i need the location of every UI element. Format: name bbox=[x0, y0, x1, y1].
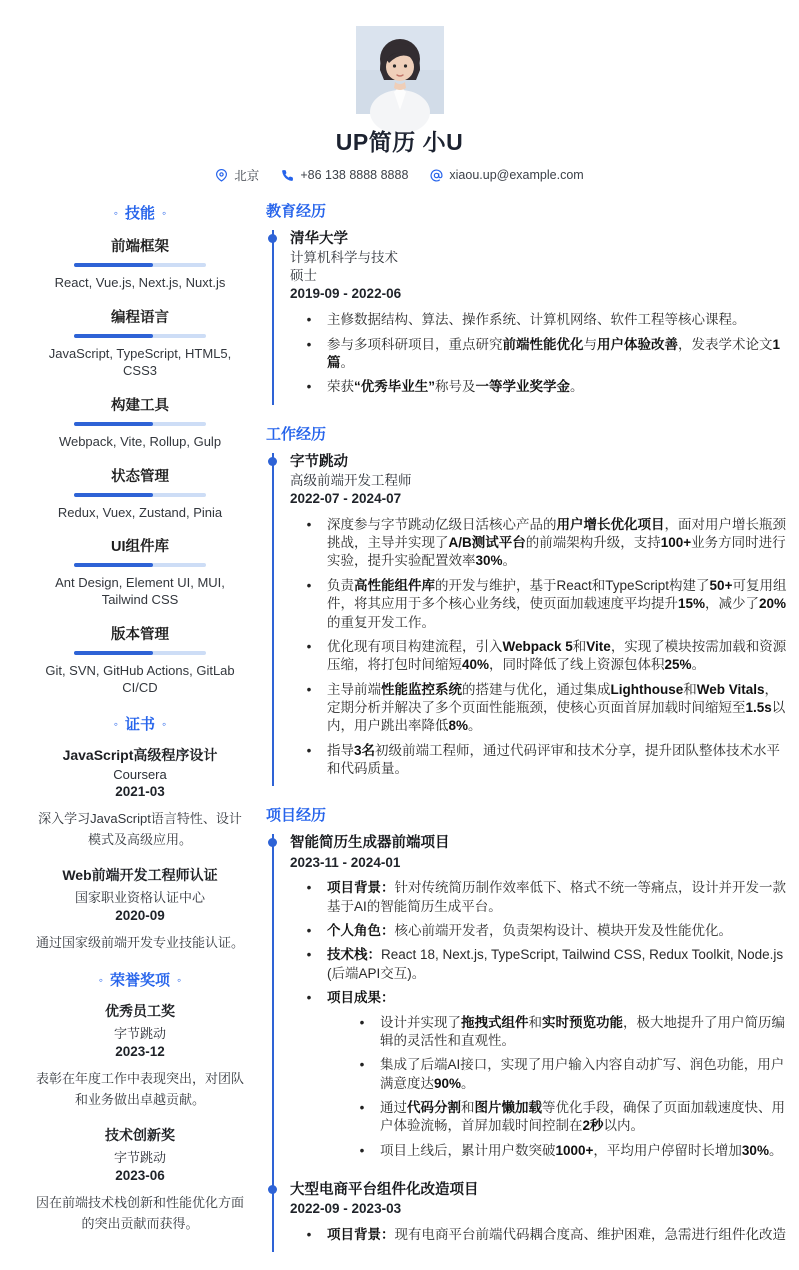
bullet-marker-icon: • bbox=[306, 947, 312, 963]
certificate-item bbox=[34, 866, 246, 953]
card-description: 深入学习JavaScript语言特性、设计模式及高级应用。 bbox=[38, 810, 242, 848]
card-title: JavaScript高级程序设计 bbox=[62, 747, 218, 764]
bullet-text: 优化现有项目构建流程，引入Webpack 5和Vite，实现了模块按需加载和资源压缩，将打包时间缩短40%，同时降低了线上资源包体积25%。 bbox=[327, 638, 787, 673]
bullet-text: 集成了后端AI接口，实现了用户输入内容自动扩写、润色功能，用户满意度达90%。 bbox=[380, 1057, 785, 1091]
section-education bbox=[264, 200, 789, 405]
timeline bbox=[272, 453, 789, 787]
sidebar-title-certificates bbox=[34, 713, 246, 734]
timeline-entry bbox=[290, 834, 789, 1166]
bullet-marker-icon: • bbox=[359, 1142, 365, 1158]
entry-subtitle: 高级前端开发工程师 bbox=[290, 472, 412, 488]
bullet-marker-icon: • bbox=[359, 1057, 365, 1073]
bullet-text: 负责高性能组件库的开发与维护，基于React和TypeScript构建了50+可复用组件，将其应用于多个核心业务线，使页面加载速度平均提升15%，减少了20%的重复开发工作。 bbox=[327, 577, 787, 630]
timeline-entry bbox=[290, 1181, 789, 1244]
bullet-marker-icon: • bbox=[359, 1014, 365, 1030]
skill-item bbox=[34, 465, 246, 522]
entry-date: 2022-09 - 2023-03 bbox=[290, 1201, 402, 1217]
email-icon bbox=[430, 169, 443, 182]
bullet-marker-icon: • bbox=[306, 742, 312, 758]
section-projects bbox=[264, 804, 789, 1252]
certificate-item bbox=[34, 746, 246, 851]
timeline-dot-icon bbox=[268, 234, 277, 243]
bullet-text: 项目背景：现有电商平台前端代码耦合度高、维护困难，急需进行组件化改造 bbox=[327, 1227, 786, 1243]
bullet-item bbox=[304, 1226, 789, 1244]
ring-icon: ◦ bbox=[113, 206, 118, 220]
bullet-item bbox=[357, 1014, 789, 1051]
bullet-marker-icon: • bbox=[306, 1227, 312, 1243]
skill-item bbox=[34, 306, 246, 380]
entry-subtitle: 计算机科学与技术 bbox=[290, 250, 398, 266]
bullet-marker-icon: • bbox=[306, 990, 312, 1006]
card-date: 2023-06 bbox=[115, 1167, 165, 1183]
ring-icon: ◦ bbox=[98, 973, 103, 988]
skill-item bbox=[34, 535, 246, 609]
bullet-item bbox=[304, 311, 789, 329]
card-date: 2020-09 bbox=[115, 907, 165, 923]
bullet-text: 项目背景：针对传统简历制作效率低下、格式不统一等痛点，设计并开发一款基于AI的智能简历生成平台。 bbox=[327, 880, 786, 914]
sidebar-title-honors bbox=[34, 969, 246, 990]
bullet-item bbox=[304, 681, 789, 736]
bullet-marker-icon: • bbox=[306, 638, 312, 654]
contact-item bbox=[281, 168, 408, 182]
bullet-marker-icon: • bbox=[306, 681, 312, 697]
bullet-text: 荣获“优秀毕业生”称号及一等学业奖学金。 bbox=[327, 379, 584, 395]
card-title: Web前端开发工程师认证 bbox=[62, 866, 218, 883]
skill-name: 编程语言 bbox=[111, 309, 169, 326]
timeline-dot-icon bbox=[268, 457, 277, 466]
skill-detail: Redux, Vuex, Zustand, Pinia bbox=[57, 504, 223, 520]
card-title: 技术创新奖 bbox=[105, 1126, 175, 1143]
bullet-marker-icon: • bbox=[359, 1099, 365, 1115]
skill-progress-fill bbox=[74, 493, 153, 497]
bullet-text: 主导前端性能监控系统的搭建与优化，通过集成Lighthouse和Web Vitals，定期分析并解决了多个页面性能瓶颈，使核心页面首屏加载时间缩短至1.5s以内，用户跳出率降低8%。 bbox=[327, 681, 786, 734]
skill-item bbox=[34, 623, 246, 697]
bullet-text: 参与多项科研项目，重点研究前端性能优化与用户体验改善，发表学术论文1篇。 bbox=[327, 336, 781, 370]
bullet-item bbox=[304, 577, 789, 632]
card-org: 国家职业资格认证中心 bbox=[74, 889, 205, 905]
ring-icon: ◦ bbox=[113, 717, 118, 732]
bullet-marker-icon: • bbox=[306, 577, 312, 593]
timeline bbox=[272, 834, 789, 1252]
skill-detail: Ant Design, Element UI, MUI, Tailwind CSS bbox=[55, 575, 225, 608]
skill-progress-bar bbox=[74, 493, 206, 497]
bullet-list bbox=[290, 311, 789, 396]
skill-progress-bar bbox=[74, 563, 206, 567]
timeline bbox=[272, 230, 789, 405]
skill-progress-fill bbox=[74, 422, 153, 426]
bullet-marker-icon: • bbox=[306, 880, 312, 896]
section-work bbox=[264, 423, 789, 787]
bullet-item bbox=[304, 946, 789, 983]
location-icon bbox=[215, 169, 228, 182]
timeline-entry bbox=[290, 230, 789, 397]
entry-title: 大型电商平台组件化改造项目 bbox=[290, 1182, 479, 1199]
bullet-item bbox=[304, 516, 789, 571]
bullet-text: 深度参与字节跳动亿级日活核心产品的用户增长优化项目，面对用户增长瓶颈挑战，主导并实现了A/B测试平台的前端架构升级，支持100+业务方同时进行实验，提升实验配置效率30%。 bbox=[327, 516, 786, 569]
bullet-marker-icon: • bbox=[306, 516, 312, 532]
ring-icon: ◦ bbox=[177, 973, 182, 988]
bullet-text: 设计并实现了拖拽式组件和实时预览功能，极大地提升了用户简历编辑的灵活性和直观性。 bbox=[380, 1014, 785, 1048]
section-title: 工作经历 bbox=[266, 425, 327, 443]
card-org: 字节跳动 bbox=[113, 1149, 166, 1165]
bullet-text: 指导3名初级前端工程师，通过代码评审和技术分享，提升团队整体技术水平和代码质量。 bbox=[327, 742, 781, 777]
section-title: 项目经历 bbox=[266, 807, 327, 825]
card-date: 2021-03 bbox=[115, 783, 165, 799]
contact-row bbox=[0, 166, 799, 184]
bullet-item bbox=[304, 742, 789, 779]
card-title: 优秀员工奖 bbox=[105, 1003, 175, 1020]
avatar-illustration bbox=[356, 26, 444, 114]
skill-progress-fill bbox=[74, 651, 153, 655]
bullet-text: 个人角色：核心前端开发者，负责架构设计、模块开发及性能优化。 bbox=[327, 923, 732, 939]
card-date: 2023-12 bbox=[115, 1044, 165, 1059]
resume-header bbox=[0, 0, 799, 184]
ring-icon: ◦ bbox=[162, 206, 167, 220]
bullet-item bbox=[304, 336, 789, 373]
bullet-marker-icon: • bbox=[306, 923, 312, 939]
skill-progress-bar bbox=[74, 651, 206, 655]
bullet-list bbox=[290, 879, 789, 1166]
skill-progress-fill bbox=[74, 263, 153, 267]
skill-progress-fill bbox=[74, 563, 153, 567]
sidebar bbox=[34, 200, 246, 1270]
skill-item bbox=[34, 235, 246, 292]
sidebar-title-text: 证书 bbox=[124, 716, 155, 734]
entry-subtitle: 硕士 bbox=[290, 268, 317, 284]
contact-text: +86 138 8888 8888 bbox=[300, 168, 409, 182]
timeline-dot-icon bbox=[268, 1185, 277, 1194]
skill-name: UI组件库 bbox=[111, 539, 169, 556]
card-description: 通过国家级前端开发专业技能认证。 bbox=[35, 934, 244, 950]
skill-progress-bar bbox=[74, 263, 206, 267]
entry-date: 2022-07 - 2024-07 bbox=[290, 490, 402, 506]
bullet-item bbox=[357, 1099, 789, 1136]
sidebar-title-text: 荣誉奖项 bbox=[109, 972, 170, 990]
entry-title: 智能简历生成器前端项目 bbox=[290, 835, 450, 852]
content-columns bbox=[0, 184, 799, 1270]
bullet-item bbox=[304, 922, 789, 940]
avatar-photo bbox=[356, 26, 444, 114]
contact-text: 北京 bbox=[234, 169, 260, 183]
bullet-item bbox=[304, 989, 789, 1166]
skill-detail: Webpack, Vite, Rollup, Gulp bbox=[58, 433, 222, 449]
sidebar-title-text: 技能 bbox=[124, 205, 155, 222]
skill-detail: React, Vue.js, Next.js, Nuxt.js bbox=[54, 275, 226, 290]
card-description: 因在前端技术栈创新和性能优化方面的突出贡献而获得。 bbox=[35, 1194, 244, 1232]
skill-progress-fill bbox=[74, 334, 153, 338]
bullet-marker-icon: • bbox=[306, 379, 312, 395]
candidate-name: UP简历 小U bbox=[335, 129, 464, 155]
entry-date: 2019-09 - 2022-06 bbox=[290, 286, 402, 302]
card-org: Coursera bbox=[113, 766, 167, 782]
bullet-item bbox=[357, 1142, 789, 1160]
bullet-text: 主修数据结构、算法、操作系统、计算机网络、软件工程等核心课程。 bbox=[327, 312, 746, 328]
bullet-list bbox=[327, 1014, 789, 1161]
bullet-text: 技术栈：React 18, Next.js, TypeScript, Tailwind CSS, Redux Toolkit, Node.js (后端API交互)。 bbox=[327, 947, 784, 981]
bullet-item bbox=[304, 638, 789, 675]
timeline-dot-icon bbox=[268, 838, 277, 847]
skill-name: 状态管理 bbox=[111, 468, 169, 485]
main-column bbox=[264, 200, 789, 1270]
honor-item bbox=[34, 1126, 246, 1235]
phone-icon bbox=[281, 169, 294, 182]
bullet-marker-icon: • bbox=[306, 336, 312, 352]
sidebar-title-skills bbox=[34, 202, 246, 223]
skill-detail: JavaScript, TypeScript, HTML5, CSS3 bbox=[48, 345, 232, 378]
honor-item bbox=[34, 1002, 246, 1111]
entry-title: 字节跳动 bbox=[290, 453, 348, 470]
section-title: 教育经历 bbox=[266, 203, 327, 220]
bullet-text: 项目成果： • 设计并实现了拖拽式组件和实时预览功能，极大地提升了用户简历编辑的灵活性和直观性。 • 集成了后端AI接口，实现了用户输入内容自动扩写、润色功能，用户满意度达90%。 • 通过代码分割和图片懒加载等优化手段，确保了页面加载速度快、用户体验流畅，首屏加载时间控制在2秒以内。 • 项目上线后，累计用户数突破1000+，平均用户停留时长增加30%。 bbox=[327, 989, 789, 1166]
skill-name: 前端框架 bbox=[111, 239, 169, 255]
entry-title: 清华大学 bbox=[290, 231, 348, 247]
bullet-text: 通过代码分割和图片懒加载等优化手段，确保了页面加载速度快、用户体验流畅，首屏加载时间控制在2秒以内。 bbox=[380, 1099, 785, 1134]
skill-progress-bar bbox=[74, 422, 206, 426]
skill-name: 版本管理 bbox=[111, 627, 169, 644]
bullet-list bbox=[290, 1226, 789, 1244]
skill-detail: Git, SVN, GitHub Actions, GitLab CI/CD bbox=[45, 663, 235, 696]
skill-progress-bar bbox=[74, 334, 206, 338]
skill-name: 构建工具 bbox=[111, 397, 169, 414]
card-org: 字节跳动 bbox=[113, 1026, 166, 1041]
timeline-entry bbox=[290, 453, 789, 779]
skill-item bbox=[34, 394, 246, 451]
entry-date: 2023-11 - 2024-01 bbox=[290, 854, 401, 870]
bullet-item bbox=[304, 879, 789, 916]
bullet-item bbox=[357, 1056, 789, 1093]
bullet-item bbox=[304, 378, 789, 396]
contact-item bbox=[430, 168, 583, 182]
bullet-text: 项目上线后，累计用户数突破1000+，平均用户停留时长增加30%。 bbox=[380, 1142, 783, 1158]
contact-text: xiaou.up@example.com bbox=[449, 168, 584, 182]
bullet-list bbox=[290, 516, 789, 779]
ring-icon: ◦ bbox=[162, 717, 167, 732]
contact-item bbox=[215, 166, 259, 184]
bullet-marker-icon: • bbox=[306, 312, 312, 328]
card-description: 表彰在年度工作中表现突出，对团队和业务做出卓越贡献。 bbox=[35, 1071, 244, 1108]
